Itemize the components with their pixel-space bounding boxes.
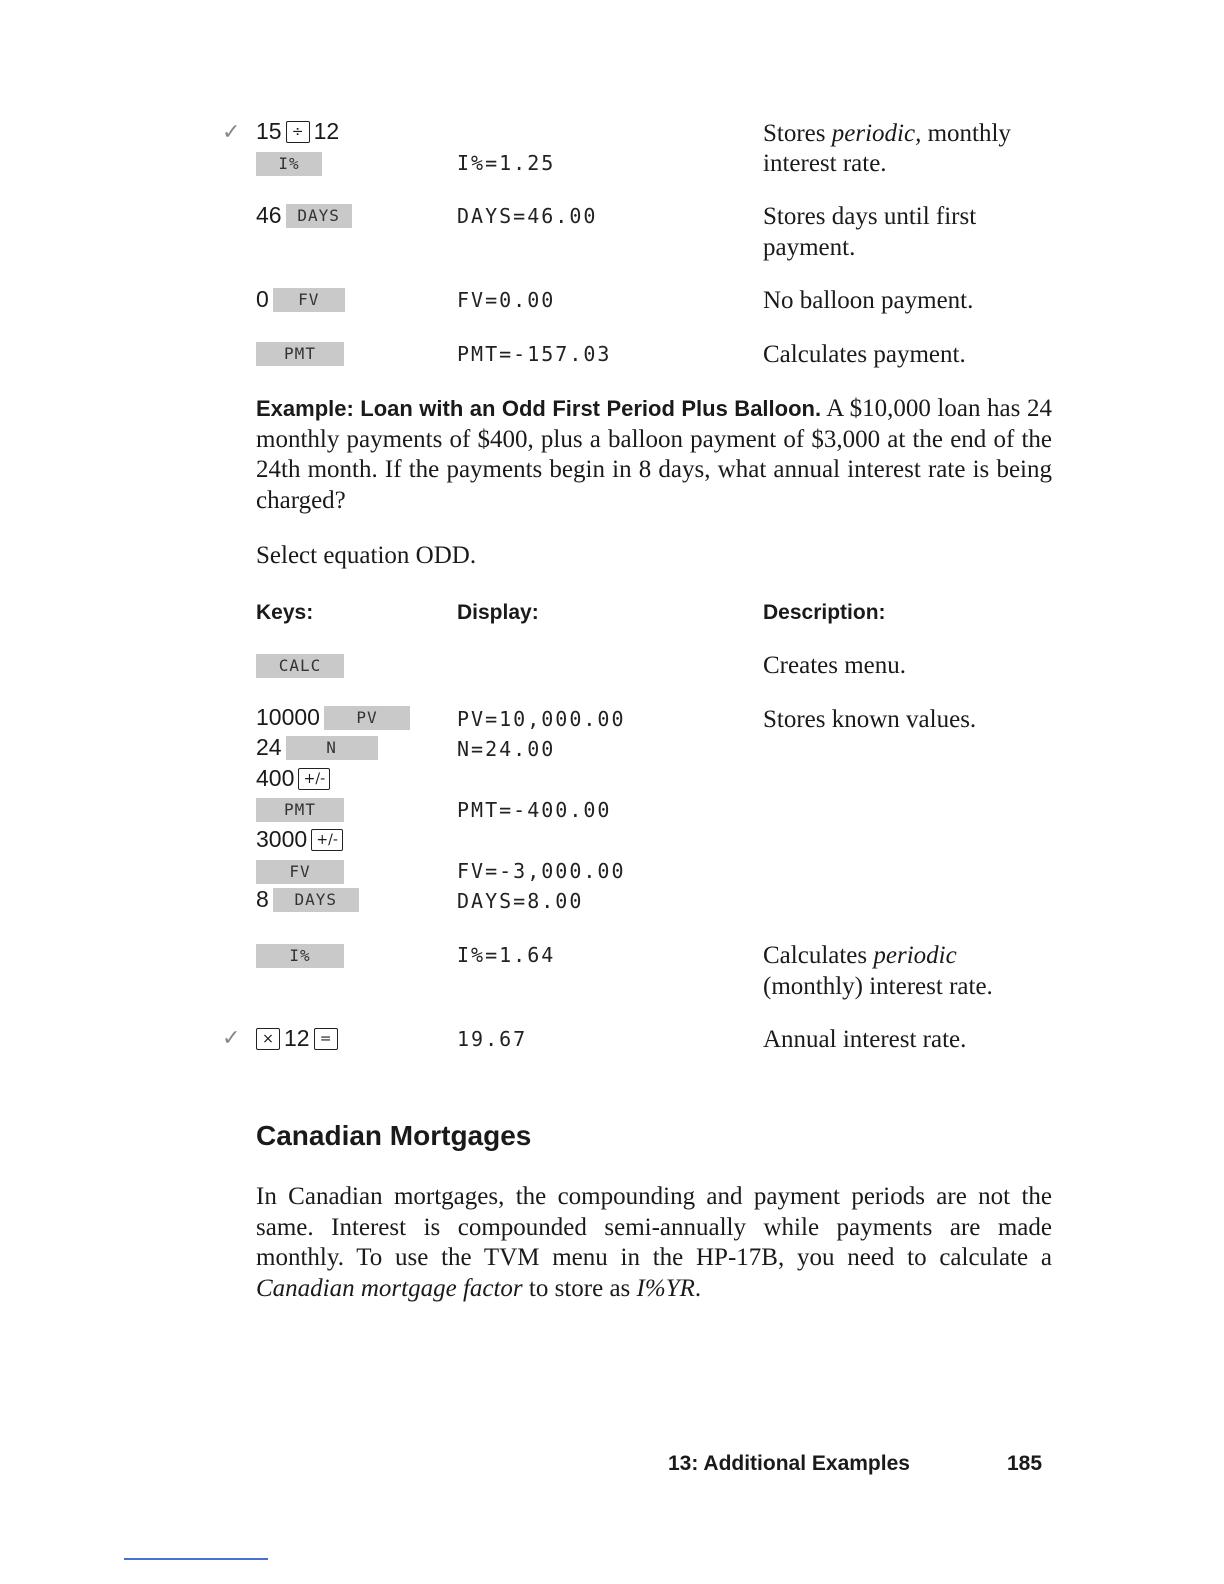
soft-key-pv: PV xyxy=(324,706,410,730)
desc-row-1: Stores periodic, monthly xyxy=(763,120,1011,147)
key-sequence-400: 400 +/- xyxy=(256,765,330,792)
soft-key-i: I% xyxy=(256,152,322,176)
display-pv: PV=10,000.00 xyxy=(457,707,626,731)
soft-key-fv-2: FV xyxy=(256,860,344,884)
display-fv: FV=-3,000.00 xyxy=(457,859,626,883)
section-heading: Canadian Mortgages xyxy=(256,1120,532,1151)
check-mark-icon: ✓ xyxy=(222,120,241,145)
display-i: I%=1.64 xyxy=(457,943,556,967)
example-title: Example: Loan with an Odd First Period Plus Balloon. xyxy=(256,396,822,421)
key-sequence-1: 15 ÷ 12 xyxy=(256,118,340,144)
desc-i: Calculates periodic xyxy=(763,942,957,969)
key-sequence-annual: × 12 = xyxy=(256,1025,338,1052)
soft-key-days: DAYS xyxy=(286,204,352,228)
header-description: Description: xyxy=(763,601,886,624)
key-sequence-2: 46 DAYS xyxy=(256,202,352,229)
soft-key-calc: CALC xyxy=(256,654,344,678)
header-display: Display: xyxy=(457,601,539,624)
desc-annual: Annual interest rate. xyxy=(763,1026,967,1053)
change-sign-key: +/- xyxy=(298,768,330,790)
soft-key-pmt: PMT xyxy=(256,342,344,366)
key-sequence-n: 24 N xyxy=(256,734,378,761)
soft-key-i-2: I% xyxy=(256,944,344,968)
check-mark-icon-2: ✓ xyxy=(222,1026,241,1051)
display-row-1: I%=1.25 xyxy=(457,151,556,175)
desc-i-b: (monthly) interest rate. xyxy=(763,973,993,1000)
section-paragraph: In Canadian mortgages, the compounding and payment periods are not the same. Interest is compounded semi-annually while payments are made monthly. To use the TVM menu in the HP-17B, you need to calculate a Canadian mortgage factor to store as I%YR. xyxy=(256,1183,1052,1302)
desc-calc: Creates menu. xyxy=(763,652,907,679)
example-paragraph: Example: Loan with an Odd First Period Plus Balloon. A $10,000 loan has 24 monthly payments of $400, plus a balloon payment of $3,000 at the end of the 24th month. If the payments begin in 8 days, what annual interest rate is being charged? xyxy=(256,395,1052,514)
desc-row-4: Calculates payment. xyxy=(763,341,966,368)
desc-row-2: Stores days until first xyxy=(763,203,977,230)
multiply-key: × xyxy=(256,1028,280,1050)
display-pmt: PMT=-400.00 xyxy=(457,798,612,822)
key-sequence-pv: 10000 PV xyxy=(256,704,410,731)
key-sequence-3: 0 FV xyxy=(256,286,345,313)
soft-key-pmt-2: PMT xyxy=(256,798,344,822)
header-keys: Keys: xyxy=(256,601,314,624)
page-number: 185 xyxy=(1007,1452,1043,1475)
display-row-2: DAYS=46.00 xyxy=(457,204,598,228)
desc-row-1b: interest rate. xyxy=(763,150,887,177)
desc-pv: Stores known values. xyxy=(763,706,977,733)
equals-key: = xyxy=(314,1028,338,1050)
desc-row-3: No balloon payment. xyxy=(763,287,974,314)
soft-key-fv: FV xyxy=(273,288,345,312)
display-row-4: PMT=-157.03 xyxy=(457,342,612,366)
footnote-rule xyxy=(124,1558,268,1560)
change-sign-key-2: +/- xyxy=(311,829,343,851)
footer-chapter: 13: Additional Examples xyxy=(668,1452,910,1475)
desc-row-2b: payment. xyxy=(763,234,856,261)
key-sequence-3000: 3000 +/- xyxy=(256,826,343,853)
soft-key-days-2: DAYS xyxy=(273,888,359,912)
display-annual: 19.67 xyxy=(457,1027,528,1051)
display-row-3: FV=0.00 xyxy=(457,288,556,312)
display-n: N=24.00 xyxy=(457,737,556,761)
divide-key: ÷ xyxy=(286,121,310,143)
select-equation-text: Select equation ODD. xyxy=(256,542,477,569)
display-days: DAYS=8.00 xyxy=(457,889,584,913)
key-sequence-days: 8 DAYS xyxy=(256,886,359,913)
soft-key-n: N xyxy=(286,736,378,760)
